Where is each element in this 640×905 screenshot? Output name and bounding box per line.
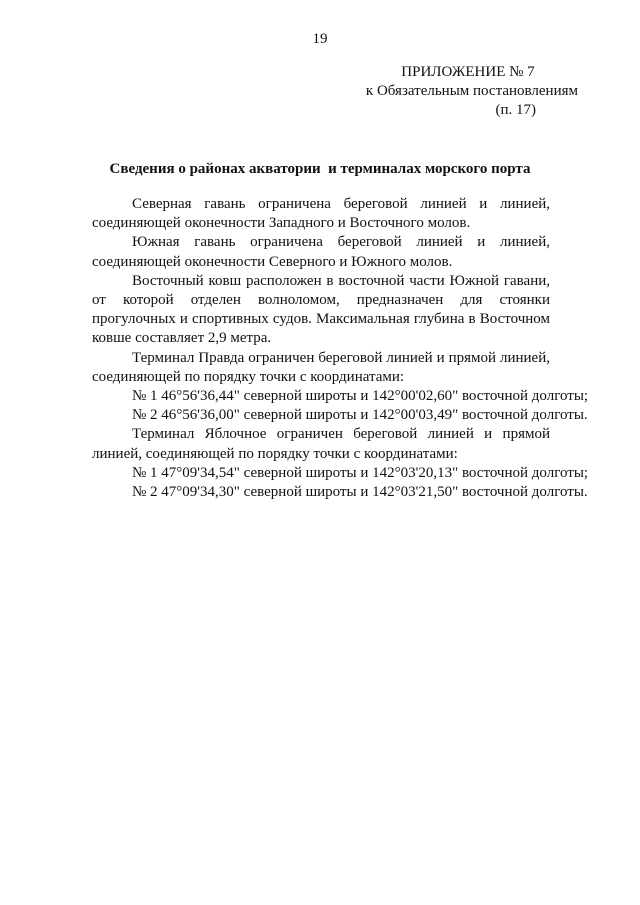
- coordinate-line: № 1 46°56'36,44" северной широты и 142°00'02,60" восточной долготы;: [132, 388, 589, 405]
- paragraph-yablochnoe-terminal: Терминал Яблочное ограничен береговой линией и прямой линией, соединяющей по порядку точки с координатами:: [92, 426, 554, 462]
- coordinate-line: № 2 47°09'34,30" северной широты и 142°03'21,50" восточной долготы.: [132, 484, 588, 501]
- appendix-subtitle: к Обязательным постановлениям: [365, 83, 578, 99]
- appendix-clause: (п. 17): [495, 102, 536, 118]
- document-title: Сведения о районах акватории и терминалах морского порта: [109, 161, 531, 177]
- appendix-header: [318, 63, 578, 120]
- coordinate-line: № 2 46°56'36,00" северной широты и 142°00'03,49" восточной долготы.: [132, 407, 588, 424]
- document-body: [92, 195, 589, 502]
- paragraph-south-harbor: Южная гавань ограничена береговой линией и линией, соединяющей оконечности Северного и Южного молов.: [92, 234, 554, 270]
- paragraph-east-basin: Восточный ковш расположен в восточной части Южной гавани, от которой отделен волноломом, предназначен для стоянки прогулочных и спортивных судов. Максимальная глубина в Восточном ковше составляет 2,9 метра.: [92, 272, 558, 347]
- coordinate-line: № 1 47°09'34,54" северной широты и 142°03'20,13" восточной долготы;: [132, 464, 589, 481]
- appendix-title: ПРИЛОЖЕНИЕ № 7: [401, 64, 535, 80]
- paragraph-pravda-terminal: Терминал Правда ограничен береговой линией и прямой линией, соединяющей по порядку точки с координатами:: [92, 349, 554, 385]
- paragraph-north-harbor: Северная гавань ограничена береговой линией и линией, соединяющей оконечности Западного и Восточного молов.: [92, 196, 554, 232]
- page-number: 19: [312, 31, 328, 47]
